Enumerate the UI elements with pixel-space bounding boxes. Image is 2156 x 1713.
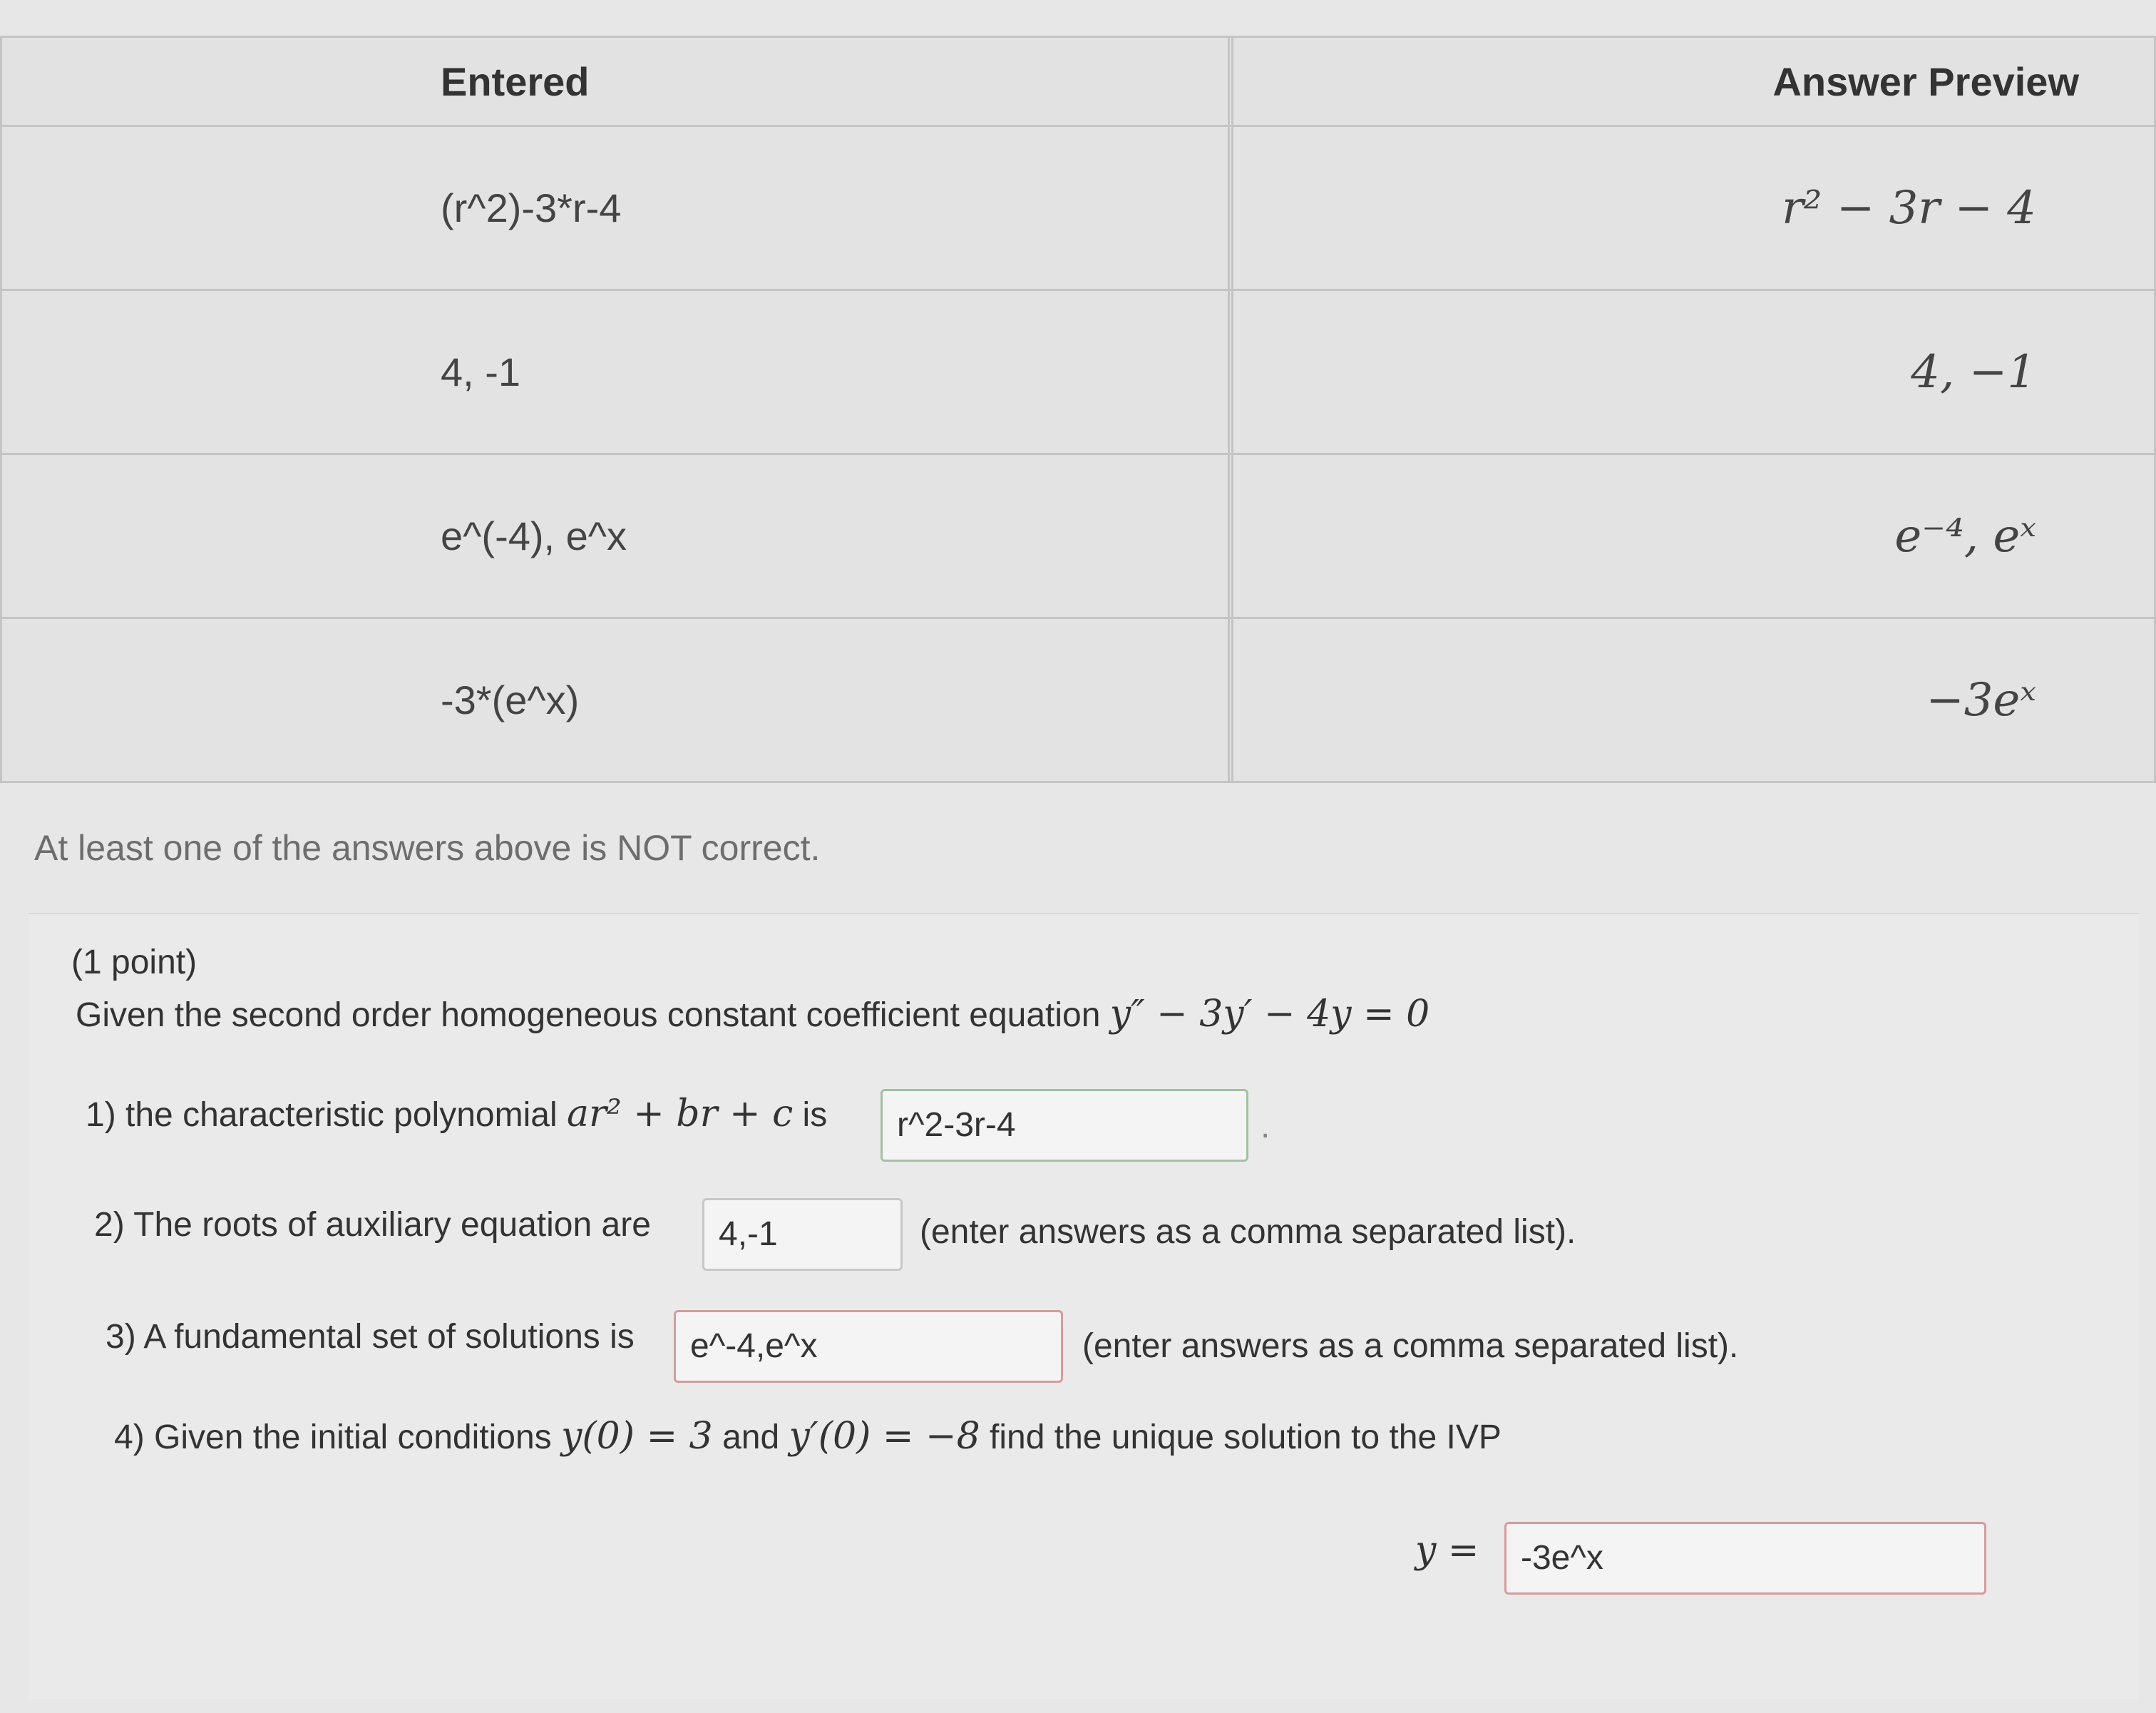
entered-cell: -3*(e^x) [1, 618, 1229, 782]
q4-answer-input[interactable]: -3e^x [1504, 1522, 1986, 1595]
q3-prefix: 3) A fundamental set of solutions is [106, 1318, 635, 1356]
q3-suffix: (enter answers as a comma separated list). [1082, 1327, 1739, 1365]
preview-cell: e⁻⁴, eˣ [1233, 454, 2155, 618]
q1-suffix: is [802, 1096, 828, 1134]
header-answer-preview: Answer Preview [1233, 37, 2155, 126]
q4-condition-1: y(0) = 3 [561, 1415, 713, 1458]
q4-condition-2: y′(0) = −8 [789, 1415, 980, 1458]
table-row [1, 618, 2155, 782]
table-row [1, 454, 2155, 618]
q1-answer-input[interactable]: r^2-3r-4 [881, 1089, 1248, 1162]
preview-cell: 4, −1 [1233, 290, 2155, 454]
q4-and: and [722, 1418, 780, 1456]
q4-suffix: find the unique solution to the IVP [990, 1418, 1502, 1456]
question-4 [114, 1415, 1502, 1458]
q4-y-label: y = [1415, 1529, 1479, 1572]
q2-prefix: 2) The roots of auxiliary equation are [94, 1206, 651, 1244]
entered-cell: e^(-4), e^x [1, 454, 1229, 618]
header-entered: Entered [1, 37, 1229, 126]
problem-statement [76, 993, 1429, 1036]
q2-suffix: (enter answers as a comma separated list). [920, 1213, 1576, 1251]
statement-text: Given the second order homogeneous constant coefficient equation [76, 996, 1101, 1034]
table-row [1, 126, 2155, 290]
question-1 [86, 1093, 827, 1135]
preview-cell: −3eˣ [1233, 618, 2155, 782]
table-header-row [1, 37, 2155, 126]
points-label: (1 point) [71, 944, 197, 981]
statement-equation: y″ − 3y′ − 4y = 0 [1109, 993, 1430, 1036]
table-row [1, 290, 2155, 454]
q1-prefix: 1) the characteristic polynomial [86, 1096, 558, 1134]
results-table [0, 36, 2156, 783]
q3-answer-input[interactable]: e^-4,e^x [674, 1310, 1063, 1383]
entered-cell: 4, -1 [1, 290, 1229, 454]
feedback-message: At least one of the answers above is NOT correct. [34, 828, 821, 868]
q4-prefix: 4) Given the initial conditions [114, 1418, 552, 1456]
problem-panel [29, 913, 2139, 1699]
q1-expression: ar² + br + c [566, 1093, 794, 1135]
entered-cell: (r^2)-3*r-4 [1, 126, 1229, 290]
q1-trailing: . [1261, 1108, 1270, 1145]
preview-cell: r² − 3r − 4 [1233, 126, 2155, 290]
q2-answer-input[interactable]: 4,-1 [702, 1198, 903, 1271]
